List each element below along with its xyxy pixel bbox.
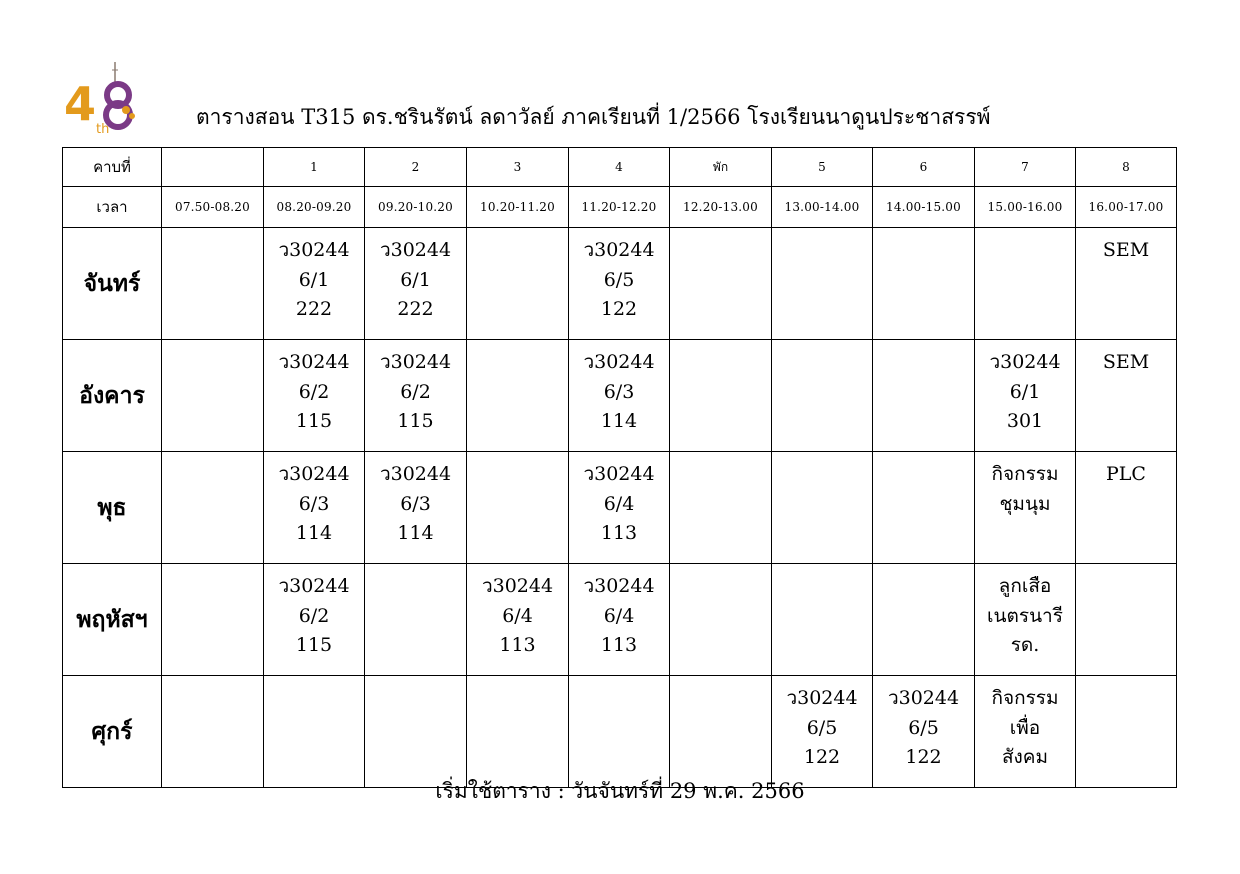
cell-line: 6/3: [603, 380, 635, 403]
cell-line: PLC: [1106, 463, 1146, 485]
time-header: 12.20-13.00: [670, 187, 772, 228]
schedule-cell: [569, 228, 670, 340]
period-header: 6: [873, 148, 975, 187]
schedule-cell: [670, 564, 772, 676]
cell-line: 301: [1006, 410, 1044, 432]
cell-line: 114: [600, 410, 638, 432]
schedule-cell: [365, 340, 467, 452]
cell-line: ว30244: [989, 351, 1061, 373]
schedule-cell: [365, 676, 467, 788]
time-header: 15.00-16.00: [975, 187, 1076, 228]
cell-line: 115: [397, 410, 434, 432]
schedule-cell: [569, 452, 670, 564]
cell-line: กิจกรรม: [991, 463, 1059, 485]
cell-line: สังคม: [1001, 746, 1049, 768]
cell-line: ว30244: [278, 575, 350, 597]
cell-line: ว30244: [583, 351, 655, 373]
schedule-cell: [772, 564, 873, 676]
schedule-cell: [670, 676, 772, 788]
timetable: [62, 147, 1177, 788]
schedule-cell: [873, 564, 975, 676]
cell-line: เนตรนารี: [987, 604, 1063, 627]
schedule-cell: [975, 564, 1076, 676]
cell-line: 222: [397, 298, 434, 320]
schedule-cell: [569, 340, 670, 452]
schedule-cell: [873, 452, 975, 564]
day-row: [63, 452, 1177, 564]
schedule-cell: [467, 340, 569, 452]
schedule-cell: [264, 452, 365, 564]
cell-line: ว30244: [278, 239, 350, 261]
cell-line: 6/4: [502, 604, 533, 627]
period-header: 3: [467, 148, 569, 187]
schedule-cell: [1076, 452, 1177, 564]
schedule-cell: [873, 340, 975, 452]
period-header: 4: [569, 148, 670, 187]
schedule-cell: [162, 340, 264, 452]
cell-line: 115: [295, 410, 333, 432]
schedule-cell: [162, 676, 264, 788]
cell-line: ว30244: [278, 463, 350, 485]
cell-line: ว30244: [379, 239, 452, 261]
cell-line: SEM: [1102, 351, 1150, 373]
start-date-footer: เริ่มใช้ตาราง : วันจันทร์ที่ 29 พ.ค. 2566: [435, 779, 805, 803]
cell-line: ว30244: [379, 351, 452, 373]
schedule-cell: [264, 340, 365, 452]
cell-line: ว30244: [481, 575, 554, 597]
schedule-cell: [670, 452, 772, 564]
period-header: 2: [365, 148, 467, 187]
time-header: 16.00-17.00: [1076, 187, 1177, 228]
schedule-cell: [975, 340, 1076, 452]
schedule-cell: [975, 228, 1076, 340]
schedule-cell: [772, 676, 873, 788]
schedule-cell: [365, 228, 467, 340]
school-48th-logo: [62, 60, 142, 138]
period-header: 7: [975, 148, 1076, 187]
cell-line: 115: [295, 634, 333, 656]
cell-line: ว30244: [887, 687, 960, 709]
cell-line: 113: [600, 634, 638, 656]
schedule-cell: [772, 452, 873, 564]
logo-48-text: 4: [64, 77, 97, 131]
cell-line: ลูกเสือ: [998, 575, 1052, 597]
schedule-cell: [264, 228, 365, 340]
cell-line: รด.: [1010, 634, 1040, 656]
cell-line: 6/2: [298, 380, 330, 403]
schedule-cell: [467, 452, 569, 564]
cell-line: ว30244: [583, 239, 655, 261]
day-row: [63, 564, 1177, 676]
schedule-cell: [264, 676, 365, 788]
cell-line: 6/2: [400, 380, 431, 403]
day-row: [63, 676, 1177, 788]
cell-line: 6/2: [298, 604, 330, 627]
time-label: เวลา: [63, 187, 162, 228]
day-name: พุธ: [63, 452, 162, 564]
schedule-cell: [670, 340, 772, 452]
schedule-cell: [467, 228, 569, 340]
cell-line: 113: [499, 634, 536, 656]
time-header: 11.20-12.20: [569, 187, 670, 228]
time-header: 14.00-15.00: [873, 187, 975, 228]
cell-line: ว30244: [583, 575, 655, 597]
schedule-cell: [1076, 228, 1177, 340]
cell-line: 6/1: [1009, 380, 1041, 403]
page-title: ตารางสอน T315 ดร.ชรินรัตน์ ลดาวัลย์ ภาคเรียนที่ 1/2566 โรงเรียนนาดูนประชาสรรพ์: [196, 105, 991, 129]
period-header: 5: [772, 148, 873, 187]
cell-line: 113: [600, 522, 638, 544]
cell-line: 122: [905, 746, 942, 768]
cell-line: 6/3: [298, 492, 330, 515]
schedule-cell: [264, 564, 365, 676]
cell-line: 6/5: [603, 268, 635, 291]
schedule-cell: [1076, 340, 1177, 452]
cell-line: 6/4: [603, 604, 635, 627]
cell-line: กิจกรรม: [991, 687, 1059, 709]
schedule-cell: [772, 228, 873, 340]
cell-line: 6/1: [298, 268, 330, 291]
cell-line: 122: [803, 746, 841, 768]
schedule-cell: [162, 452, 264, 564]
schedule-cell: [670, 228, 772, 340]
cell-line: ชุมนุม: [999, 492, 1051, 515]
cell-line: 6/4: [603, 492, 635, 515]
schedule-cell: [975, 676, 1076, 788]
time-header: 09.20-10.20: [365, 187, 467, 228]
time-header: 10.20-11.20: [467, 187, 569, 228]
period-header: 8: [1076, 148, 1177, 187]
schedule-cell: [569, 676, 670, 788]
cell-line: 222: [295, 298, 333, 320]
schedule-cell: [873, 228, 975, 340]
schedule-cell: [162, 228, 264, 340]
schedule-cell: [569, 564, 670, 676]
day-name: อังคาร: [63, 340, 162, 452]
day-name: พฤหัสฯ: [63, 564, 162, 676]
day-row: [63, 228, 1177, 340]
cell-line: 6/3: [400, 492, 431, 515]
period-label: คาบที่: [63, 148, 162, 187]
cell-line: 6/5: [806, 716, 838, 739]
period-header: พัก: [670, 148, 772, 187]
period-header: 1: [264, 148, 365, 187]
schedule-cell: [365, 564, 467, 676]
day-name: ศุกร์: [63, 676, 162, 788]
cell-line: ว30244: [583, 463, 655, 485]
cell-line: 122: [600, 298, 638, 320]
time-header: 08.20-09.20: [264, 187, 365, 228]
time-row: [63, 187, 1177, 228]
schedule-cell: [467, 564, 569, 676]
period-row: [63, 148, 1177, 187]
cell-line: 6/5: [908, 716, 939, 739]
cell-line: ว30244: [278, 351, 350, 373]
cell-line: ว30244: [379, 463, 452, 485]
cell-line: 114: [295, 522, 333, 544]
cell-line: 114: [397, 522, 434, 544]
day-name: จันทร์: [63, 228, 162, 340]
schedule-cell: [975, 452, 1076, 564]
logo-th-text: th: [96, 122, 110, 137]
cell-line: ว30244: [786, 687, 858, 709]
schedule-cell: [873, 676, 975, 788]
time-header: 07.50-08.20: [162, 187, 264, 228]
day-row: [63, 340, 1177, 452]
schedule-cell: [772, 340, 873, 452]
cell-line: เพื่อ: [1009, 716, 1041, 739]
schedule-cell: [467, 676, 569, 788]
period-header: [162, 148, 264, 187]
time-header: 13.00-14.00: [772, 187, 873, 228]
schedule-cell: [1076, 564, 1177, 676]
cell-line: SEM: [1102, 239, 1150, 261]
schedule-cell: [1076, 676, 1177, 788]
cell-line: 6/1: [400, 268, 431, 291]
schedule-cell: [365, 452, 467, 564]
schedule-cell: [162, 564, 264, 676]
